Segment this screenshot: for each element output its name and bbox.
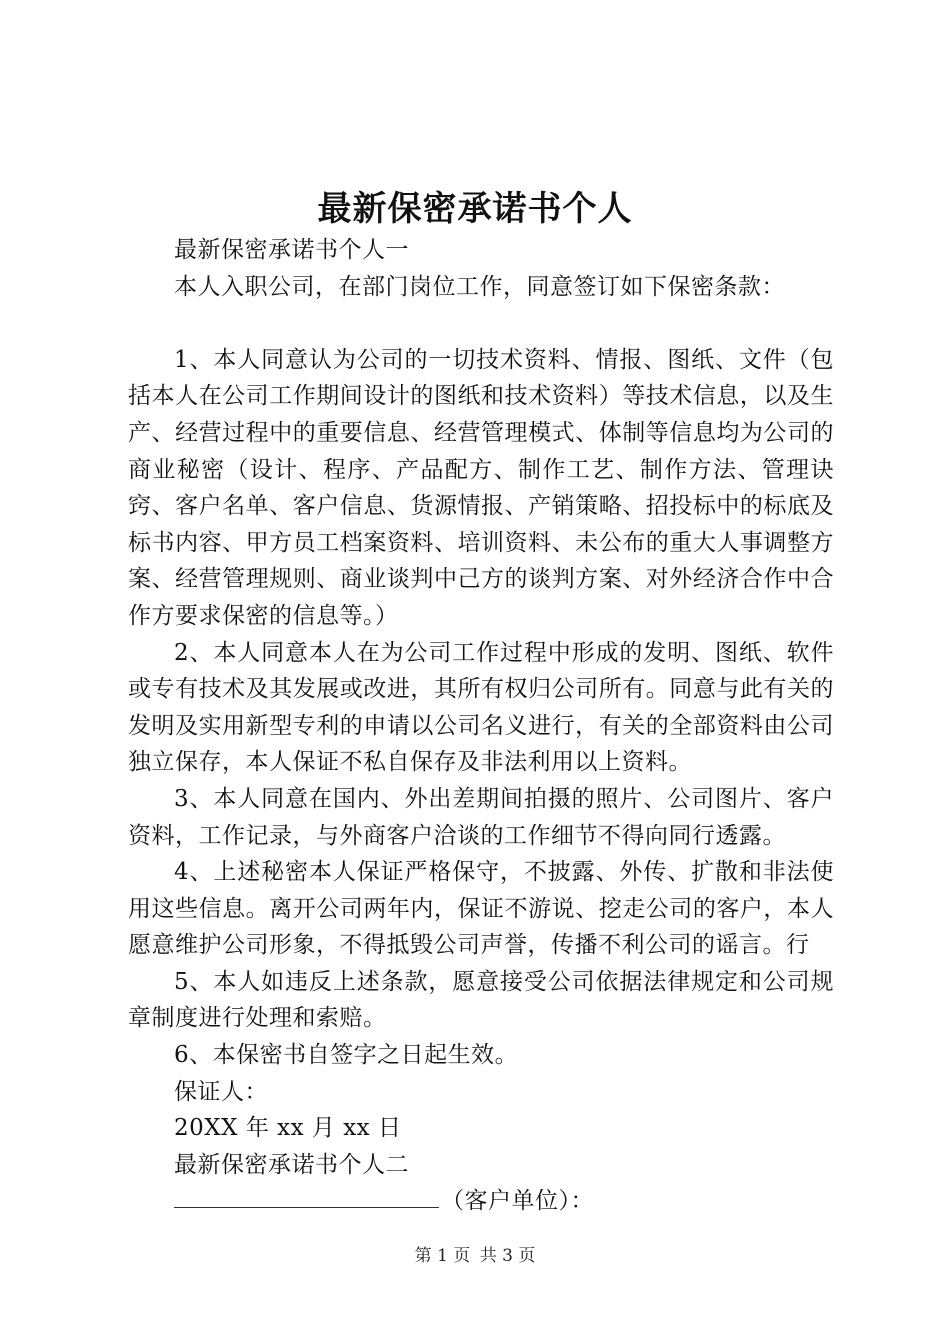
- page-number: 第 1 页: [414, 1246, 471, 1266]
- client-name-blank: [174, 1183, 439, 1208]
- intro-paragraph: 本人入职公司，在部门岗位工作，同意签订如下保密条款：: [174, 273, 785, 300]
- client-line: [128, 1183, 834, 1220]
- clause-5: 5、本人如违反上述条款，愿意接受公司依据法律规定和公司规章制度进行处理和索赔。: [128, 968, 834, 1032]
- page-total: 共 3 页: [479, 1246, 536, 1266]
- clause-2: 2、本人同意本人在为公司工作过程中形成的发明、图纸、软件或专有技术及其发展或改进，其所有权归公司所有。同意与此有关的发明及实用新型专利的申请以公司名义进行，有关的全部资料由公司独立保存，本人保证不私自保存及非法利用以上资料。: [128, 639, 834, 776]
- clause-6: 6、本保密书自签字之日起生效。: [174, 1042, 519, 1069]
- clause-1: 1、本人同意认为公司的一切技术资料、情报、图纸、文件（包括本人在公司工作期间设计的图纸和技术资料）等技术信息，以及生产、经营过程中的重要信息、经营管理模式、体制等信息均为公司的商业秘密（设计、程序、产品配方、制作工艺、制作方法、管理诀窍、客户名单、客户信息、货源情报、产销策略、招投标中的标底及标书内容、甲方员工档案资料、培训资料、未公布的重大人事调整方案、经营管理规则、商业谈判中己方的谈判方案、对外经济合作中合作方要求保密的信息等。）: [128, 346, 834, 629]
- blank-line: [128, 305, 834, 342]
- section-heading-2: 最新保密承诺书个人二: [174, 1151, 409, 1178]
- clause-3: 3、本人同意在国内、外出差期间拍摄的照片、公司图片、客户资料，工作记录，与外商客户洽谈的工作细节不得向同行透露。: [128, 785, 834, 849]
- client-unit-label: （客户单位）：: [441, 1188, 594, 1215]
- section-heading-1: 最新保密承诺书个人一: [174, 237, 409, 263]
- page-footer: [0, 1244, 950, 1268]
- document-body: [128, 232, 834, 1220]
- document-title: 最新保密承诺书个人: [317, 189, 633, 229]
- clause-4: 4、上述秘密本人保证严格保守，不披露、外传、扩散和非法使用这些信息。离开公司两年内，保证不游说、挖走公司的客户，本人愿意维护公司形象，不得抵毁公司声誉，传播不利公司的谣言。行: [128, 859, 834, 959]
- guarantor-label: 保证人：: [174, 1078, 268, 1105]
- date-line: 20XX 年 xx 月 xx 日: [174, 1115, 402, 1142]
